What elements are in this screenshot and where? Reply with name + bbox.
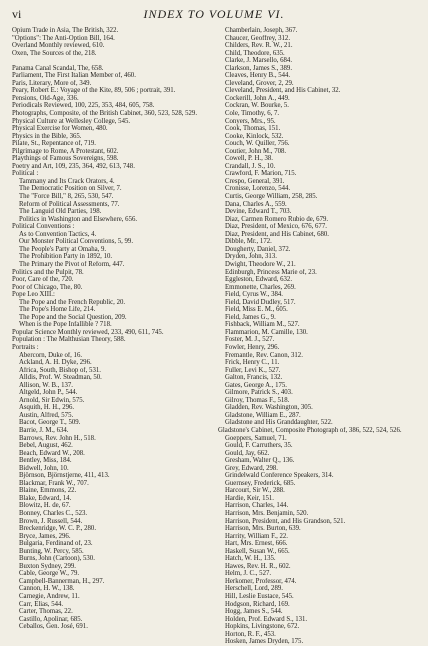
index-entry: Eggleston, Edward, 632. <box>225 276 293 284</box>
index-entry: Bryce, James, 296. <box>19 532 71 540</box>
index-entry: The Pope and the French Republic, 20. <box>19 298 126 306</box>
index-entry: Harrison, Mrs. Burton, 639. <box>225 525 301 533</box>
index-entry: Chaucer, Geoffrey, 312. <box>225 34 291 42</box>
index-entry: Cook, Thomas, 151. <box>225 125 281 133</box>
index-entry: Gilroy, Thomas F., 518. <box>225 396 290 404</box>
index-entry: Hawes, Rev. H. R., 602. <box>225 562 291 570</box>
index-entry: Pensions, Old-Age, 336. <box>12 94 79 102</box>
index-entry: Field, James G., 9. <box>225 313 276 321</box>
index-entry: The Pope's Home Life, 214. <box>19 306 96 314</box>
index-entry: Bebel, August, 462. <box>19 442 73 450</box>
index-entry: Photographs, Composite, of the British Cabinet, 360, 523, 528, 529. <box>12 110 198 118</box>
index-column-right <box>218 27 418 646</box>
index-entry: Blaine, Emmons, 22. <box>19 487 77 495</box>
index-entry: Gould, Jay, 662. <box>225 449 270 457</box>
index-entry: Austin, Alfred, 575. <box>19 411 74 419</box>
index-entry: The Prohibition Party in 1892, 10. <box>19 253 113 261</box>
index-entry: The Democratic Position on Silver, 7. <box>19 185 122 193</box>
index-entry: Reform of Political Assessments, 77. <box>19 200 120 208</box>
index-entry: Crawford, F. Marion, 715. <box>225 170 297 178</box>
index-entry: Harcourt, Sir W., 288. <box>225 487 285 495</box>
index-entry: Gresham, Walter Q., 136. <box>225 457 295 465</box>
index-entry: Guernsey, Frederick, 685. <box>225 479 296 487</box>
index-entry: Harrison, President, and His Grandson, 521. <box>225 517 346 525</box>
index-entry: Paris, Literary, More of, 349. <box>12 79 92 87</box>
index-entry: Gladstone's Cabinet, Composite Photograph of, 386, 522, 524, 526. <box>218 426 402 434</box>
index-entry: Emmonette, Charles, 269. <box>225 283 296 291</box>
index-entry: Abercorn, Duke of, 16. <box>19 351 83 359</box>
index-entry: Blowitz, H. de, 67. <box>19 502 71 510</box>
index-entry: Björnson, Björnstjerne, 411, 413. <box>19 472 110 480</box>
index-entry: Portraits : <box>12 343 39 351</box>
index-entry: Devine, Edward T., 703. <box>225 208 292 216</box>
index-entry: "Options": The Anti-Option Bill, 164. <box>12 34 115 42</box>
index-entry: Oxen, The Sources of the, 218. <box>12 49 97 57</box>
index-entry: Panama Canal Scandal, The, 658. <box>12 64 104 72</box>
index-entry: Ceballos, Gen. José, 691. <box>19 623 88 631</box>
index-entry: Cockerill, John A., 449. <box>225 94 290 102</box>
index-entry: Fowler, Henry, 296. <box>225 343 280 351</box>
index-entry: Popular Science Monthly reviewed, 233, 490, 611, 745. <box>12 328 164 336</box>
index-entry: Poor, Care of the, 720. <box>12 276 74 284</box>
index-entry: Flammarion, M. Camille, 130. <box>225 328 308 336</box>
index-entry: Political : <box>12 170 39 178</box>
index-entry: Arnold, Sir Edwin, 575. <box>19 396 85 404</box>
index-entry: Playthings of Famous Sovereigns, 598. <box>12 155 119 163</box>
index-entry: Barrows, Rev. John H., 518. <box>19 434 96 442</box>
index-entry: Hardie, Keir, 151. <box>225 494 274 502</box>
index-entry: Curtis, George William, 258, 285. <box>225 193 318 201</box>
page-number: vi <box>12 7 22 21</box>
index-entry: Periodicals Reviewed, 100, 225, 353, 484, 605, 758. <box>12 102 155 110</box>
index-entry: The Primary the Pivot of Reform, 447. <box>19 260 125 268</box>
index-entry: Cleveland, President, and His Cabinet, 32. <box>225 87 341 95</box>
index-entry: Couch, W. Quiller, 756. <box>225 140 290 148</box>
index-entry: Hatch, W. H., 135. <box>225 555 276 563</box>
index-entry: Burns, John (Cartoon), 530. <box>19 555 95 563</box>
index-entry: Hart, Mrs. Ernest, 666. <box>225 540 288 548</box>
index-entry: Cronisse, Lorenzo, 544. <box>225 185 291 193</box>
index-entry: Peary, Robert E.: Voyage of the Kite, 89, 506 ; portrait, 391. <box>12 87 176 95</box>
index-entry: Foster, M. J., 527. <box>225 336 275 344</box>
index-entry: Harrity, William F., 22. <box>225 532 288 540</box>
index-entry: Bulgaria, Ferdinand of, 23. <box>19 540 93 548</box>
index-entry: Opium Trade in Asia, The British, 322. <box>12 27 119 34</box>
index-entry: Campbell-Bannerman, H., 297. <box>19 577 105 585</box>
page-header <box>12 7 416 23</box>
index-entry: Helm, J. C., 527. <box>225 570 272 578</box>
index-entry: Edinburgh, Princess Marie of, 23. <box>225 268 317 276</box>
index-entry: The Pope and the Social Question, 209. <box>19 313 127 321</box>
index-entry: Gilmore, Patrick S., 403. <box>225 389 293 397</box>
index-entry: Gates, George A., 175. <box>225 381 287 389</box>
index-entry: Africa, South, Bishop of, 531. <box>19 366 101 374</box>
index-entry: The "Force Bill," 8, 265, 530, 547. <box>19 193 114 201</box>
index-entry: Poetry and Art, 109, 235, 364, 492, 613, 748. <box>12 162 135 170</box>
index-entry: Gladstone and His Granddaughter, 522. <box>225 419 333 427</box>
index-entry: Cowell, P. H., 38. <box>225 155 273 163</box>
index-entry: Conyers, Mrs., 95. <box>225 117 276 125</box>
index-entry: Holden, Prof. Edward S., 131. <box>225 615 308 623</box>
index-entry: Goeppers, Samuel, 71. <box>225 434 287 442</box>
index-entry: Pilgrimage to Rome, A Protestant, 602. <box>12 147 119 155</box>
index-entry: Gould, F. Carruthers, 35. <box>225 442 293 450</box>
index-entry: Politics and the Pulpit, 78. <box>12 268 84 276</box>
index-entry: Overland Monthly reviewed, 610. <box>12 42 105 50</box>
running-title: INDEX TO VOLUME VI. <box>143 7 285 21</box>
index-entry: Alldis, Prof. W. Steadman, 50. <box>19 374 102 382</box>
index-entry: Allison, W. B., 137. <box>19 381 74 389</box>
index-entry: Bunting, W. Percy, 585. <box>19 547 84 555</box>
index-entry: Child, Theodore, 635. <box>225 49 285 57</box>
index-entry: Chamberlain, Joseph, 367. <box>225 27 298 34</box>
index-entry: Castillo, Apolinar, 685. <box>19 615 83 623</box>
index-entry: Crandall, J. S., 10. <box>225 162 276 170</box>
index-entry: Diaz, President, of Mexico, 676, 677. <box>225 223 327 231</box>
index-entry: Crespo, General, 391. <box>225 177 285 185</box>
index-entry: Hosken, James Dryden, 175. <box>225 638 304 646</box>
index-entry: Frick, Henry C., 11. <box>225 359 280 367</box>
index-entry: Hill, Leslie Eustace, 545. <box>225 593 294 601</box>
index-entry: Cleaves, Henry B., 544. <box>225 72 291 80</box>
index-entry: Blackmar, Frank W., 707. <box>19 479 89 487</box>
index-entry: Childers, Rev. R. W., 21. <box>225 42 293 50</box>
index-entry: Bacot, George T., 509. <box>19 419 81 427</box>
index-entry: Carr, Elias, 544. <box>19 600 64 608</box>
index-entry: Harrison, Charles, 144. <box>225 502 289 510</box>
index-entry: Bentley, Miss, 184. <box>19 457 72 465</box>
index-entry: Hopkins, Livingstone, 672. <box>225 623 300 631</box>
index-entry: Asquith, H. H., 296. <box>19 404 75 412</box>
index-entry: Ackland, A. H. Dyke, 296. <box>19 359 92 367</box>
index-entry: Pope Leo XIII.: <box>12 291 55 299</box>
index-entry: Breckenridge, W. C. P., 280. <box>19 525 97 533</box>
index-entry: Cleveland, Grover, 2, 29. <box>225 79 294 87</box>
index-entry: Pilate, St., Repentance of, 719. <box>12 140 96 148</box>
index-entry: Haskell, Susan W., 665. <box>225 547 290 555</box>
index-entry: Cable, George W., 79. <box>19 570 80 578</box>
index-entry: Herschell, Lord, 289. <box>225 585 283 593</box>
index-entry: Physical Exercise for Women, 480. <box>12 125 108 133</box>
index-entry: Politics in Washington and Elsewhere, 656. <box>19 215 138 223</box>
index-column-left <box>12 27 208 631</box>
index-entry: Gladstone, William E., 287. <box>225 411 301 419</box>
index-entry: Dana, Charles A., 559. <box>225 200 287 208</box>
index-entry: Buxton Sydney, 299. <box>19 562 76 570</box>
index-entry: Beach, Edward W., 208. <box>19 449 85 457</box>
index-entry: Carter, Thomas, 22. <box>19 608 73 616</box>
index-entry: Tammany and Its Crack Orators, 4. <box>19 177 115 185</box>
index-entry: Diaz, President, and His Cabinet, 680. <box>225 230 330 238</box>
index-entry: Cooke, Kinlock, 532. <box>225 132 284 140</box>
index-entry: Grindelwald Conference Speakers, 314. <box>225 472 334 480</box>
index-entry: The Languid Old Parties, 198. <box>19 208 102 216</box>
index-entry: Bidwell, John, 10. <box>19 464 69 472</box>
index-entry: Our Monster Political Conventions, 5, 99. <box>19 238 134 246</box>
index-entry: Field, Cyrus W., 384. <box>225 291 283 299</box>
index-entry: Physical Culture at Wellesley College, 545. <box>12 117 131 125</box>
index-entry: When is the Pope Infallible ? 718. <box>19 321 112 329</box>
index-entry: Field, David Dudley, 517. <box>225 298 296 306</box>
index-entry: Cannon, H. W., 138. <box>19 585 75 593</box>
index-entry: Carnegie, Andrew, 11. <box>19 593 80 601</box>
index-entry: Coutier, John M., 708. <box>225 147 287 155</box>
index-entry: Herkomer, Professor, 474. <box>225 577 297 585</box>
index-entry: Field, Miss E. M., 605. <box>225 306 288 314</box>
index-entry: Cockran, W. Bourke, 5. <box>225 102 289 110</box>
index-entry: Dryden, John, 313. <box>225 253 277 261</box>
index-entry: The People's Party at Omaha, 9. <box>19 245 107 253</box>
index-entry: Fuller, Levi K., 527. <box>225 366 281 374</box>
index-entry: Barrie, J. M., 634. <box>19 426 69 434</box>
index-entry: Hogg, James S., 544. <box>225 608 283 616</box>
index-entry: Cole, Timothy, 6, 7. <box>225 110 280 118</box>
index-entry <box>12 57 208 65</box>
index-entry: Horton, R. F., 453. <box>225 630 276 638</box>
index-entry: Fishback, William M., 527. <box>225 321 300 329</box>
index-entry: Hodgson, Richard, 169. <box>225 600 290 608</box>
index-entry: Blake, Edward, 14. <box>19 494 72 502</box>
index-entry: Physics in the Bible, 365. <box>12 132 82 140</box>
index-entry: Bonney, Charles C., 523. <box>19 510 88 517</box>
index-entry: Clarke, J. Marsello, 684. <box>225 57 293 65</box>
index-entry: Population : The Malthusian Theory, 588. <box>12 336 126 344</box>
index-entry: Dwight, Theodore W., 21. <box>225 260 296 268</box>
index-entry: Political Conventions : <box>12 223 75 231</box>
index-entry: Diaz, Carmen Romero Rubio de, 679. <box>225 215 329 223</box>
index-entry: Parliament, The First Italian Member of, 460. <box>12 72 136 80</box>
index-entry: Harrison, Mrs. Benjamin, 520. <box>225 510 309 517</box>
index-entry: Dougherty, Daniel, 372. <box>225 245 291 253</box>
index-entry: Poor of Chicago, The, 80. <box>12 283 83 291</box>
index-entry: As to Convention Tactics, 4. <box>19 230 97 238</box>
index-entry: Gladden, Rev. Washington, 305. <box>225 404 313 412</box>
index-entry: Grey, Edward, 298. <box>225 464 278 472</box>
index-entry: Dibble, Mr., 172. <box>225 238 272 246</box>
index-entry: Fremantle, Rev. Canon, 312. <box>225 351 303 359</box>
index-entry: Galton, Francis, 132. <box>225 374 283 382</box>
index-entry: Altgeld, John P., 544. <box>19 389 78 397</box>
index-entry: Clarkson, James S., 389. <box>225 64 293 72</box>
index-entry: Brown, J. Russell, 544. <box>19 517 83 525</box>
